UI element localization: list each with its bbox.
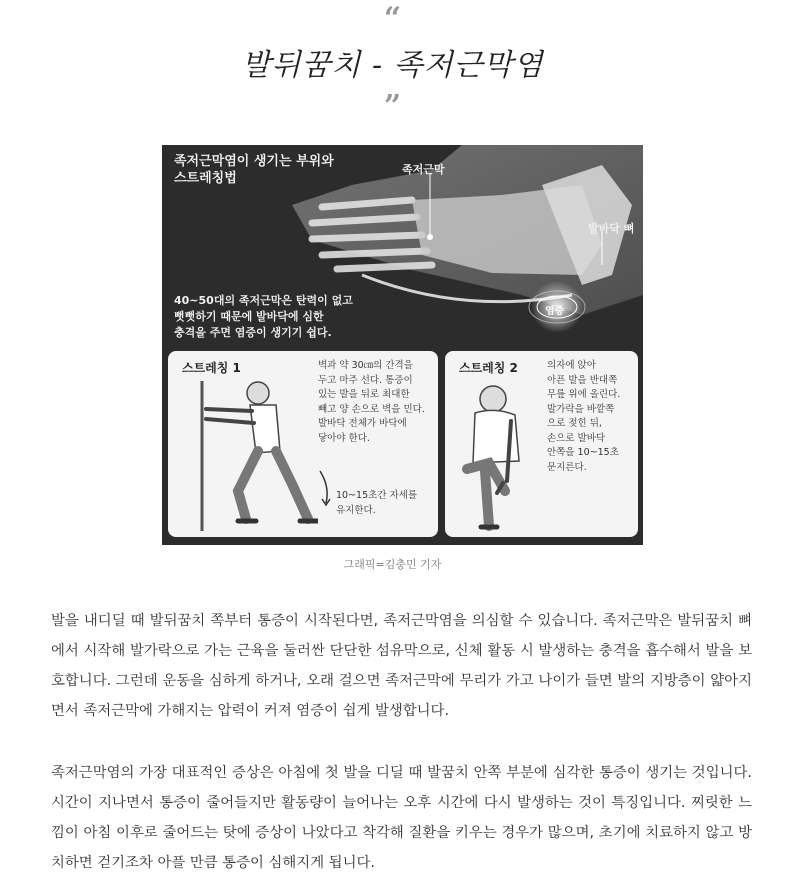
description-line: 충격을 주면 염증이 생기기 쉽다. [174,326,332,339]
figure-title-line: 스트레칭법 [174,171,237,186]
instruction-line: 두고 마주 선다. 통증이 [318,374,413,386]
plantar-fasciitis-infographic [162,145,643,545]
hold-line: 유지한다. [336,504,376,516]
stretch2-instructions [547,359,635,475]
instruction-line: 있는 발을 뒤로 최대한 [318,389,410,400]
body-paragraph-1: 발을 내디딜 때 발뒤꿈치 쪽부터 통증이 시작된다면, 족저근막염을 의심할 수 있습니다. 족저근막은 발뒤꿈치 뼈에서 시작해 발가락으로 가는 근육을 둘러싼 단단한 섬유막으로, 신체 활동 시 발생하는 충격을 흡수해서 발을 보호합니다. 그런데 운동을 심하게 하거나, 오래 걸으면 족저근막에 무리가 가고 나이가 들면 발의 지방층이 얇아지면서 족저근막에 가해지는 압력이 커져 염증이 쉽게 발생합니다. [51,613,752,719]
figure-caption: 그래픽=김충민 기자 [343,558,442,571]
description-line: 뻣뻣하기 때문에 발바닥에 심한 [174,310,324,323]
fascia-label: 족저근막 [402,163,445,176]
page-title: 발뒤꿈치 - 족저근막염 [241,48,544,83]
instruction-line: 닿아야 한다. [318,432,370,444]
stretch2-panel [445,351,638,537]
open-quote-mark: “ [383,1,402,36]
instruction-line: 문지른다. [547,461,587,473]
stretch1-hold-note [336,489,431,518]
stretch1-panel [168,351,438,537]
instruction-line: 아픈 발을 반대쪽 [547,374,618,386]
instruction-line: 발가락을 바깥쪽 [547,403,615,415]
stretch1-heading: 스트레칭 1 [182,361,241,375]
instruction-line: 발바닥 전체가 바닥에 [318,418,407,429]
inflammation-label: 염증 [545,306,565,317]
instruction-line: 으로 젖힌 뒤, [547,418,602,429]
figure-description [174,293,353,341]
stretch2-heading: 스트레칭 2 [459,361,518,375]
instruction-line: 손으로 발바닥 [547,432,606,444]
figure-title-line: 족저근막염이 생기는 부위와 [174,154,334,169]
instruction-line: 빼고 양 손으로 벽을 민다. [318,403,425,415]
heel-bone-label: 발바닥 뼈 [588,222,635,235]
body-paragraph-2: 족저근막염의 가장 대표적인 증상은 아침에 첫 발을 디딜 때 발꿈치 안쪽 부분에 심각한 통증이 생기는 것입니다. 시간이 지나면서 통증이 줄어들지만 활동량이 늘어나는 오후 시간에 다시 발생하는 것이 특징입니다. 찌릿한 느낌이 아침 이후로 줄어드는 탓에 증상이 나았다고 착각해 질환을 키우는 경우가 많으며, 초기에 치료하지 않고 방치하면 걷기조차 아플 만큼 통증이 심해지게 됩니다. [51,765,752,871]
figure-title [174,153,334,187]
instruction-line: 벽과 약 30㎝의 간격을 [318,360,413,371]
hold-arrow-icon [316,469,336,509]
stretch1-instructions [318,359,436,446]
seated-stretch-figure [445,351,545,537]
close-quote-mark: ” [383,89,402,124]
wall-stretch-figure [168,351,318,537]
hold-line: 10~15초간 자세를 [336,490,418,501]
instruction-line: 무릎 위에 올린다. [547,389,621,400]
instruction-line: 안쪽을 10~15초 [547,447,619,458]
instruction-line: 의자에 앉아 [547,360,596,371]
description-line: 40~50대의 족저근막은 탄력이 없고 [174,294,353,307]
